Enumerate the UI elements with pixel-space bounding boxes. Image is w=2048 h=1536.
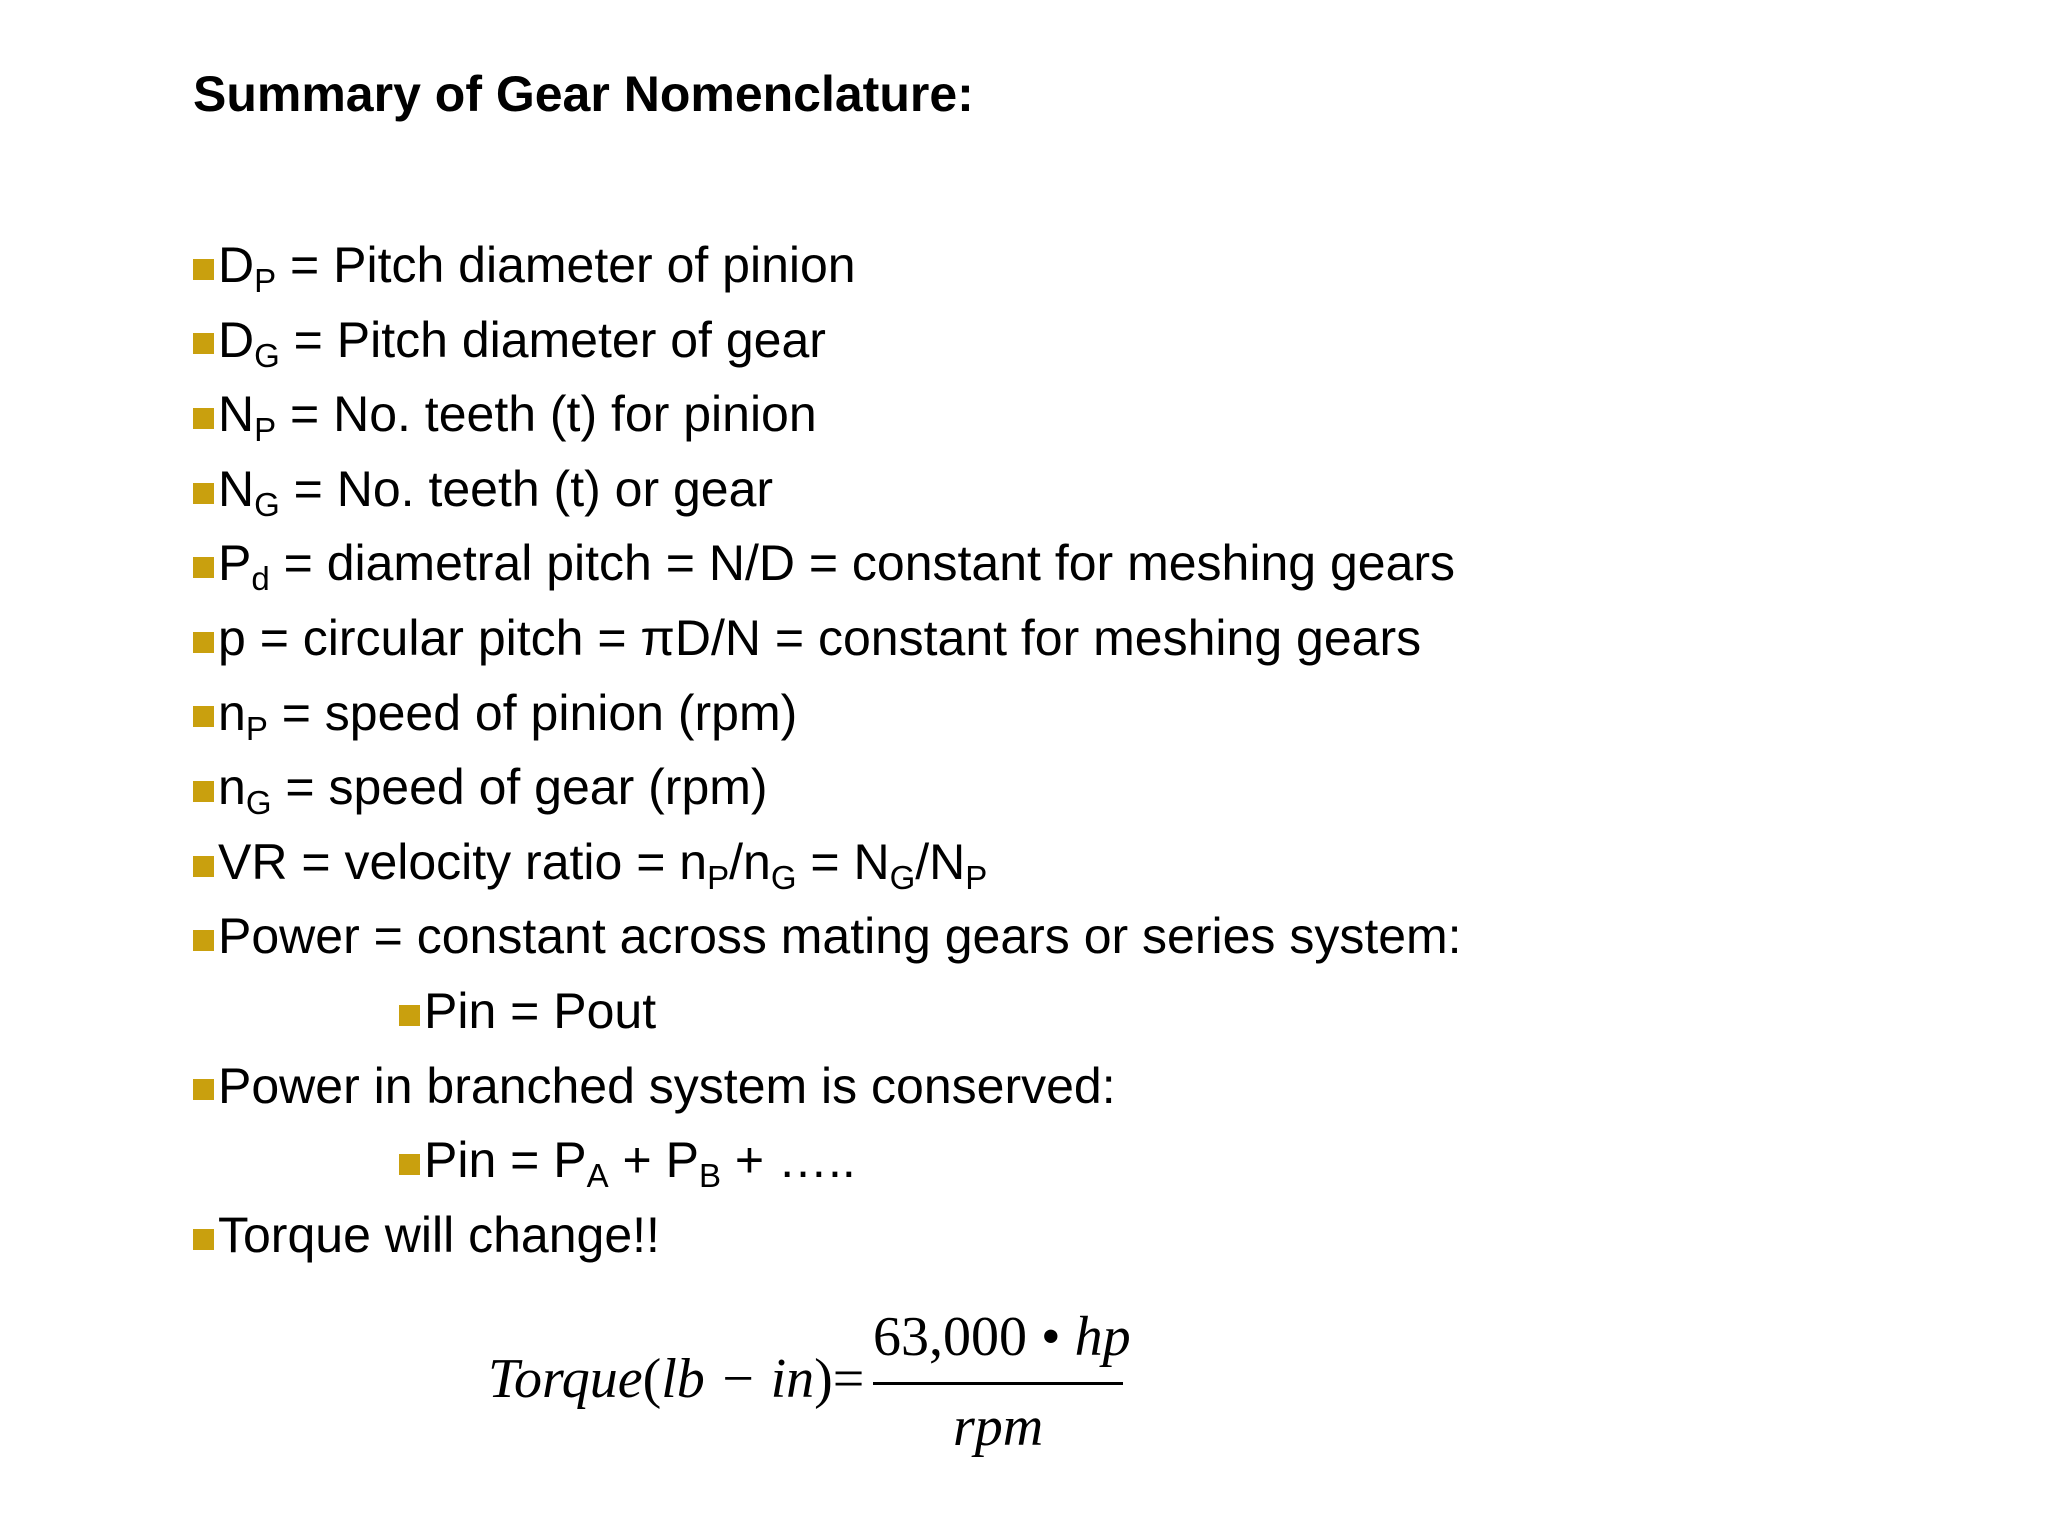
bullet-text xyxy=(218,825,987,900)
subscript: P xyxy=(254,262,277,299)
text-run: n xyxy=(218,684,246,741)
text-run: = No. teeth (t) or gear xyxy=(279,460,774,517)
bullet-item xyxy=(193,899,1462,974)
text-run: + ….. xyxy=(720,1132,856,1189)
formula-multiply-dot: • xyxy=(1027,1306,1075,1368)
bullet-square-icon xyxy=(193,483,214,504)
text-run: = Pitch diameter of pinion xyxy=(276,237,856,293)
slide-title: Summary of Gear Nomenclature: xyxy=(193,66,974,122)
formula-numerator-value: 63,000 xyxy=(873,1306,1027,1368)
bullet-text xyxy=(424,1123,856,1198)
bullet-square-icon xyxy=(399,1154,420,1175)
text-run: P xyxy=(218,535,252,592)
bullet-text xyxy=(218,1049,1116,1124)
bullet-item xyxy=(193,228,1462,303)
text-run: N xyxy=(218,386,255,443)
formula-paren-close: ) xyxy=(814,1348,833,1410)
text-run: = speed of pinion (rpm) xyxy=(267,684,798,741)
bullet-item xyxy=(193,601,1462,676)
text-run: Pin = P xyxy=(424,1132,587,1189)
bullet-item xyxy=(193,676,1462,751)
subscript: P xyxy=(254,411,277,449)
bullet-text xyxy=(218,1198,660,1273)
text-run: = speed of gear (rpm) xyxy=(271,759,768,816)
bullet-item xyxy=(193,526,1462,601)
bullet-square-icon xyxy=(193,781,214,802)
text-run: Torque will change!! xyxy=(218,1206,660,1263)
bullet-square-icon xyxy=(193,408,214,429)
bullet-text xyxy=(218,750,768,825)
bullet-text xyxy=(218,526,1455,601)
bullet-square-icon xyxy=(193,930,214,951)
bullet-text xyxy=(218,601,1421,676)
formula-fraction-bar xyxy=(873,1382,1123,1385)
torque-formula xyxy=(488,1305,1131,1465)
text-run: + P xyxy=(608,1132,699,1189)
subscript: G xyxy=(245,784,272,822)
subscript: A xyxy=(586,1157,609,1195)
bullet-text xyxy=(218,452,773,527)
subscript: G xyxy=(254,485,280,523)
bullet-square-icon xyxy=(193,1229,214,1250)
text-run: /n xyxy=(729,833,771,890)
text-run: Pin = Pout xyxy=(424,982,657,1039)
bullet-square-icon xyxy=(399,1005,420,1026)
formula-lhs xyxy=(488,1347,864,1411)
subscript: P xyxy=(965,858,988,896)
formula-paren-open: ( xyxy=(642,1348,662,1410)
subscript: B xyxy=(698,1157,721,1195)
bullet-item xyxy=(193,303,1462,378)
text-run: VR = velocity ratio = n xyxy=(218,833,708,890)
bullet-square-icon xyxy=(193,856,214,877)
bullet-square-icon xyxy=(193,632,214,653)
bullet-text xyxy=(218,228,856,303)
text-run: D xyxy=(218,311,255,368)
text-run: /N xyxy=(915,833,966,890)
subscript: P xyxy=(707,858,730,896)
subscript: G xyxy=(254,336,280,374)
bullet-text xyxy=(218,377,817,452)
subscript: G xyxy=(889,858,916,896)
bullet-item xyxy=(193,825,1462,900)
bullet-text xyxy=(218,676,797,751)
bullet-item xyxy=(193,377,1462,452)
bullet-square-icon xyxy=(193,557,214,578)
bullet-item xyxy=(193,1049,1462,1124)
text-run: Power in branched system is conserved: xyxy=(218,1057,1116,1114)
subscript: d xyxy=(251,560,270,598)
text-run: = diametral pitch = N/D = constant for meshing gears xyxy=(269,535,1456,592)
text-run: p = circular pitch = πD/N = constant for meshing gears xyxy=(218,609,1422,666)
bullet-item xyxy=(193,974,1462,1049)
subscript: P xyxy=(245,709,268,747)
text-run: = Pitch diameter of gear xyxy=(279,311,826,368)
formula-numerator xyxy=(873,1305,1131,1369)
bullet-square-icon xyxy=(193,333,214,354)
bullet-item xyxy=(193,750,1462,825)
text-run: N xyxy=(218,460,255,517)
text-run: = No. teeth (t) for pinion xyxy=(276,386,817,443)
bullet-square-icon xyxy=(193,1079,214,1100)
bullet-text xyxy=(218,899,1462,974)
text-run: = N xyxy=(796,833,890,890)
bullet-square-icon xyxy=(193,259,214,280)
formula-numerator-var: hp xyxy=(1074,1306,1131,1368)
text-run: Power = constant across mating gears or series system: xyxy=(218,908,1462,965)
text-run: n xyxy=(218,759,246,816)
formula-denominator: rpm xyxy=(953,1396,1044,1458)
bullet-item xyxy=(193,1198,1462,1273)
formula-torque-term: Torque xyxy=(488,1348,643,1410)
formula-equals: = xyxy=(832,1348,865,1410)
formula-units: lb − in xyxy=(661,1348,815,1410)
subscript: G xyxy=(770,858,797,896)
bullet-item xyxy=(193,452,1462,527)
bullet-text xyxy=(218,303,826,378)
text-run: D xyxy=(218,237,255,293)
bullet-item xyxy=(193,1123,1462,1198)
bullet-list xyxy=(193,228,1462,1272)
bullet-square-icon xyxy=(193,706,214,727)
bullet-text xyxy=(424,974,656,1049)
